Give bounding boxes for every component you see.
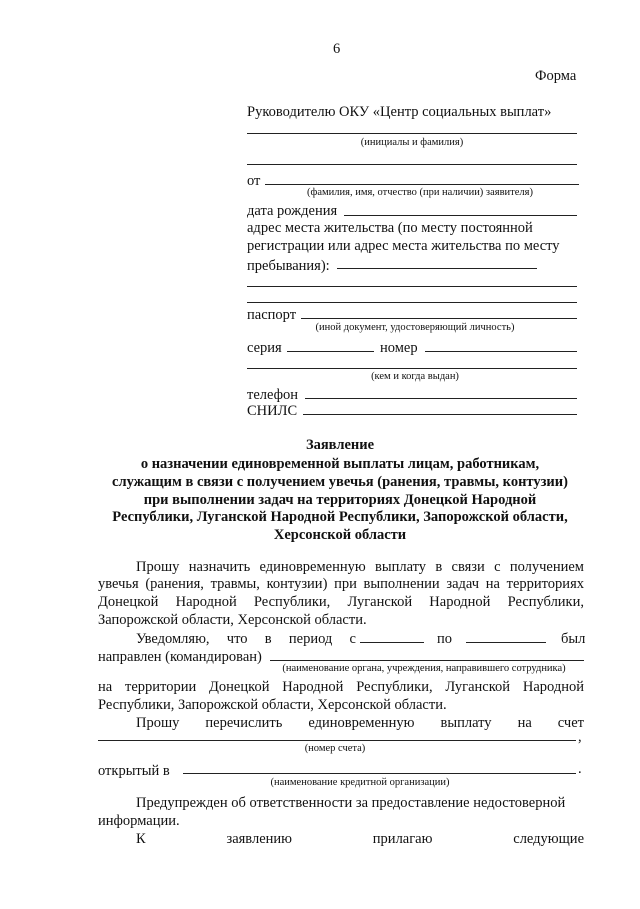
birth-date-label: дата рождения bbox=[247, 203, 338, 219]
initials-caption: (инициалы и фамилия) bbox=[360, 137, 464, 148]
snils-label: СНИЛС bbox=[247, 403, 298, 419]
addressee-extra-field[interactable] bbox=[247, 164, 577, 165]
number-field[interactable] bbox=[425, 351, 577, 352]
address-line-2: регистрации или адрес места жительства по месту bbox=[247, 238, 560, 254]
passport-field[interactable] bbox=[301, 318, 577, 319]
issued-caption: (кем и когда выдан) bbox=[371, 371, 459, 382]
account-number-field[interactable] bbox=[98, 740, 576, 741]
opened-in-label: открытый в bbox=[98, 763, 170, 779]
notify-was-label: был bbox=[561, 631, 586, 647]
applicant-name-field[interactable] bbox=[265, 184, 579, 185]
info-text: информации. bbox=[98, 813, 180, 829]
issued-field[interactable] bbox=[247, 368, 577, 369]
applicant-caption: (фамилия, имя, отчество (при наличии) заявителя) bbox=[307, 187, 533, 198]
account-caption: (номер счета) bbox=[304, 743, 366, 754]
number-label: номер bbox=[380, 340, 418, 356]
addressee-line: Руководителю ОКУ «Центр социальных выплат» bbox=[247, 104, 552, 120]
title-line-3: при выполнении задач на территориях Донецкой Народной bbox=[143, 492, 537, 508]
paragraph-request-line-1: Прошу назначить единовременную выплату в связи с получением bbox=[136, 559, 584, 575]
paragraph-request-line-4: Запорожской области, Херсонской области. bbox=[98, 612, 367, 628]
from-label: от bbox=[247, 173, 261, 189]
title-line-5: Херсонской области bbox=[273, 527, 407, 543]
org-caption: (наименование органа, учреждения, направившего сотрудника) bbox=[282, 663, 566, 674]
sent-label: направлен (командирован) bbox=[98, 649, 262, 665]
bank-name-field[interactable] bbox=[183, 773, 576, 774]
phone-label: телефон bbox=[247, 387, 299, 403]
attach-text: К заявлению прилагаю следующие bbox=[136, 831, 584, 847]
passport-label: паспорт bbox=[247, 307, 297, 323]
page-number: 6 bbox=[333, 41, 341, 57]
address-line-3: пребывания): bbox=[247, 258, 330, 274]
title-line-4: Республики, Луганской Народной Республики, Запорожской области, bbox=[112, 509, 568, 525]
series-label: серия bbox=[247, 340, 282, 356]
notify-to-label: по bbox=[437, 631, 453, 647]
id-doc-caption: (иной документ, удостоверяющий личность) bbox=[315, 322, 515, 333]
bank-period: . bbox=[578, 761, 582, 777]
sending-org-field[interactable] bbox=[270, 660, 584, 661]
warned-text: Предупрежден об ответственности за предоставление недостоверной bbox=[136, 795, 566, 811]
phone-field[interactable] bbox=[305, 398, 577, 399]
document-heading: Заявление bbox=[305, 437, 375, 453]
birth-date-field[interactable] bbox=[344, 215, 577, 216]
series-field[interactable] bbox=[287, 351, 374, 352]
account-comma: , bbox=[578, 729, 582, 745]
territory-line-1: на территории Донецкой Народной Республики, Луганской Народной bbox=[98, 679, 584, 695]
title-line-2: служащим в связи с получением увечья (ранения, травмы, контузии) bbox=[112, 474, 568, 490]
address-field-1[interactable] bbox=[337, 268, 537, 269]
transfer-text: Прошу перечислить единовременную выплату на счет bbox=[136, 715, 584, 731]
bank-caption: (наименование кредитной организации) bbox=[270, 777, 450, 788]
address-field-3[interactable] bbox=[247, 302, 577, 303]
notify-text: Уведомляю, что в период с bbox=[136, 631, 356, 647]
period-from-field[interactable] bbox=[360, 642, 424, 643]
territory-line-2: Республики, Запорожской области, Херсонской области. bbox=[98, 697, 447, 713]
paragraph-request-line-2: увечья (ранения, травмы, контузии) при выполнении задач на территориях bbox=[98, 576, 584, 592]
period-to-field[interactable] bbox=[466, 642, 546, 643]
title-line-1: о назначении единовременной выплаты лицам, работникам, bbox=[140, 456, 540, 472]
paragraph-request-line-3: Донецкой Народной Республики, Луганской Народной Республики, bbox=[98, 594, 584, 610]
initials-field[interactable] bbox=[247, 133, 577, 134]
snils-field[interactable] bbox=[303, 414, 577, 415]
form-label: Форма bbox=[535, 68, 577, 84]
address-field-2[interactable] bbox=[247, 286, 577, 287]
address-line-1: адрес места жительства (по месту постоянной bbox=[247, 220, 533, 236]
